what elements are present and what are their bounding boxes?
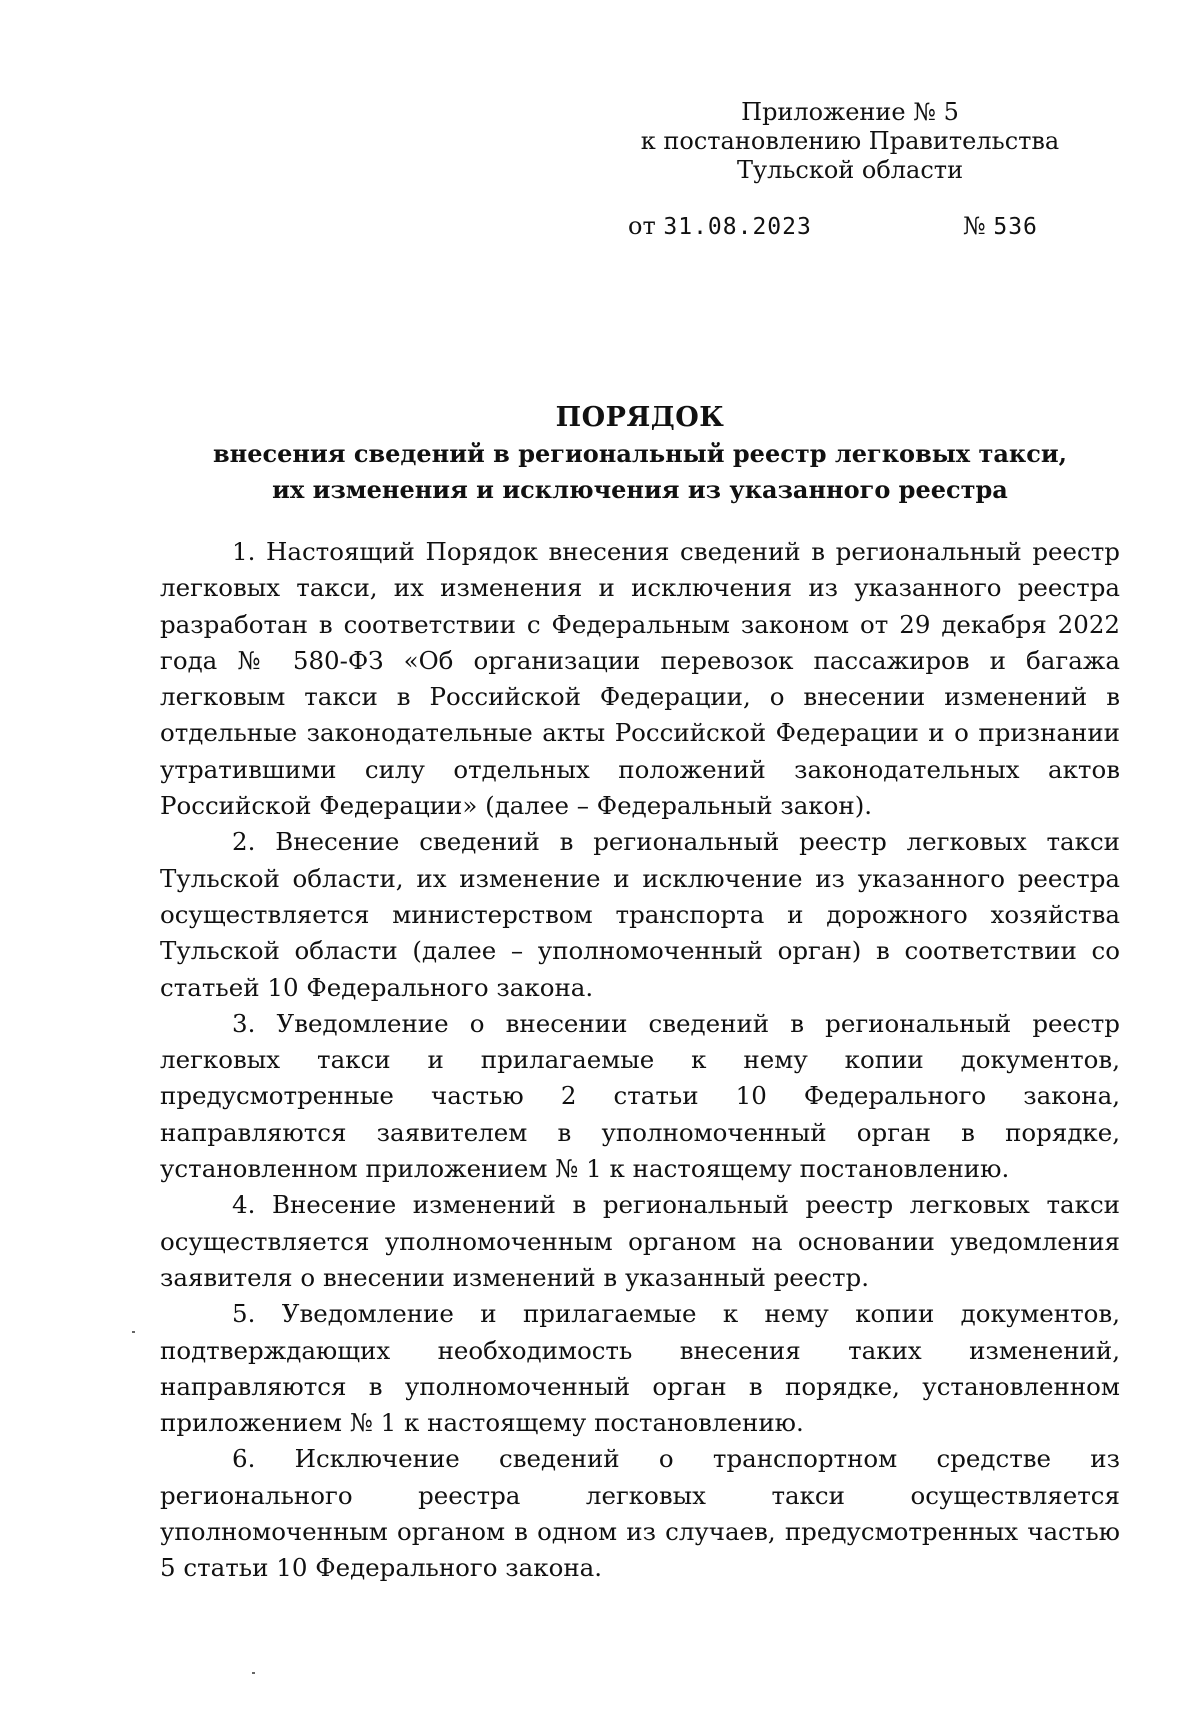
appendix-line-2: к постановлению Правительства xyxy=(640,127,1060,155)
title-subtitle-line-2: их изменения и исключения из указанного реестра xyxy=(272,475,1008,504)
appendix-line-3: Тульской области xyxy=(736,156,964,184)
scan-speck xyxy=(132,1331,135,1333)
title-main: ПОРЯДОК xyxy=(555,402,725,433)
date-prefix: от xyxy=(628,212,656,240)
resolution-number: 536 xyxy=(993,214,1038,240)
paragraph-2: 2. Внесение сведений в региональный реестр легковых такси Тульской области, их изменение и исключение из указанного реестра осуществляется министерством транспорта и дорожного хозяйства Тульской области (далее – уполномоченный орган) в соответствии со статьей 10 Федерального закона. xyxy=(160,827,1120,1002)
scan-speck xyxy=(252,1672,255,1674)
resolution-number-group xyxy=(963,212,1038,240)
paragraph-1: 1. Настоящий Порядок внесения сведений в региональный реестр легковых такси, их изменения и исключения из указанного реестра разработан в соответствии с Федеральным законом от 29 декабря 2022 года № 580-ФЗ «Об организации перевозок пассажиров и багажа легковым такси в Российской Федерации, о внесении изменений в отдельные законодательные акты Российской Федерации и о признании утратившими силу отдельных положений законодательных актов Российской Федерации» (далее – Федеральный закон). xyxy=(160,537,1120,821)
paragraph-4: 4. Внесение изменений в региональный реестр легковых такси осуществляется уполномоченным органом на основании уведомления заявителя о внесении изменений в указанный реестр. xyxy=(160,1190,1120,1292)
paragraph-6: 6. Исключение сведений о транспортном средстве из регионального реестра легковых такси осуществляется уполномоченным органом в одном из случаев, предусмотренных частью 5 статьи 10 Федерального закона. xyxy=(160,1444,1120,1583)
paragraph-5: 5. Уведомление и прилагаемые к нему копии документов, подтверждающих необходимость внесения таких изменений, направляются в уполномоченный орган в порядке, установленном приложением № 1 к настоящему постановлению. xyxy=(160,1299,1120,1438)
title-subtitle-line-1: внесения сведений в региональный реестр легковых такси, xyxy=(212,439,1067,468)
document-title xyxy=(160,400,1120,508)
resolution-date: 31.08.2023 xyxy=(663,214,812,240)
paragraph-3: 3. Уведомление о внесении сведений в региональный реестр легковых такси и прилагаемые к нему копии документов, предусмотренные частью 2 статьи 10 Федерального закона, направляются заявителем в уполномоченный орган в порядке, установленном приложением № 1 к настоящему постановлению. xyxy=(160,1008,1120,1184)
resolution-date-number xyxy=(628,212,1128,240)
appendix-line-1: Приложение № 5 xyxy=(741,98,959,126)
number-prefix: № xyxy=(963,212,986,240)
appendix-header xyxy=(600,98,1100,185)
document-body xyxy=(160,534,1120,1587)
